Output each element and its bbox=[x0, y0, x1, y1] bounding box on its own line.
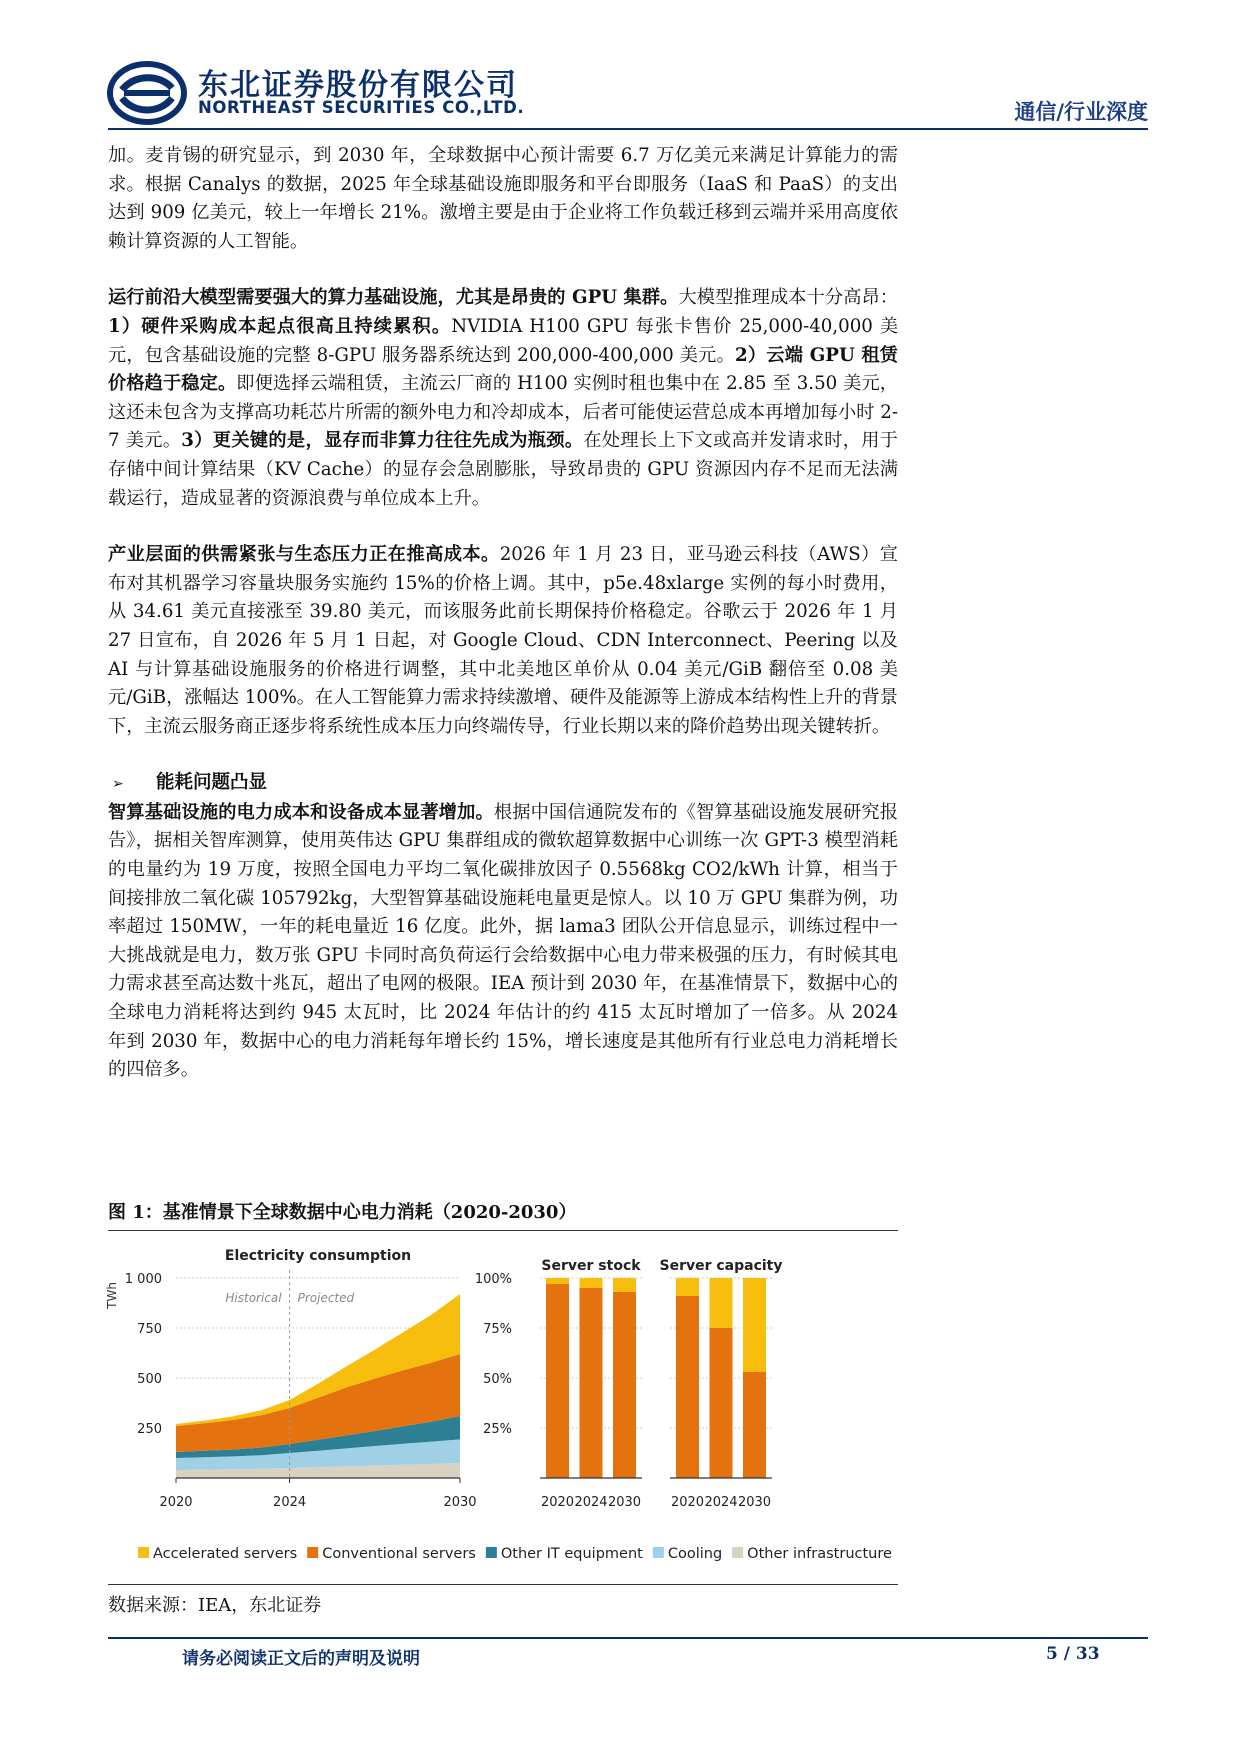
server-stock-x-tick-label: 2030 bbox=[607, 1495, 642, 1510]
bar-y-tick-label: 25% bbox=[483, 1422, 512, 1437]
legend-swatch-other-infrastructure bbox=[732, 1547, 743, 1558]
area-x-tick-label: 2030 bbox=[443, 1495, 477, 1510]
main-content bbox=[108, 142, 898, 1085]
legend-swatch-other-it-equipment bbox=[486, 1547, 497, 1558]
paragraph-2-text-a: 大模型推理成本十分高昂： bbox=[678, 287, 898, 309]
server-stock-bar-conventional-servers-2024 bbox=[580, 1288, 603, 1478]
server-stock-bar-accelerated-servers-2020 bbox=[546, 1278, 569, 1284]
page-header bbox=[108, 56, 1148, 126]
bar-y-tick-label: 100% bbox=[474, 1272, 512, 1287]
company-name-en: NORTHEAST SECURITIES CO.,LTD. bbox=[198, 98, 525, 117]
server-stock-bar-conventional-servers-2020 bbox=[546, 1284, 569, 1478]
paragraph-2-text-g: 在处理长上下文或高并发请求时，用于存储中间计算结果（KV Cache）的显存会急剧膨胀，导致昂贵的 GPU 资源因内存不足而无法满载运行，造成显著的资源浪费与单位成本上升。 bbox=[108, 430, 898, 509]
page-number: 5 / 33 bbox=[1046, 1644, 1100, 1664]
header-divider bbox=[108, 128, 1148, 130]
server-capacity-bar-accelerated-servers-2020 bbox=[676, 1278, 699, 1296]
figure-title: 图 1：基准情景下全球数据中心电力消耗（2020-2030） bbox=[108, 1200, 898, 1231]
figure-chart bbox=[105, 1238, 898, 1580]
figure-source: 数据来源：IEA，东北证券 bbox=[108, 1584, 898, 1619]
server-capacity-bar-conventional-servers-2020 bbox=[676, 1296, 699, 1478]
annotation-projected: Projected bbox=[297, 1291, 355, 1305]
area-y-tick-label: 1 000 bbox=[124, 1272, 162, 1287]
legend-label-cooling: Cooling bbox=[667, 1546, 723, 1562]
section-heading-text: 能耗问题凸显 bbox=[156, 772, 268, 794]
legend-label-conventional-servers: Conventional servers bbox=[322, 1546, 476, 1562]
paragraph-3-lead: 产业层面的供需紧张与生态压力正在推高成本。 bbox=[108, 544, 500, 566]
legend-swatch-cooling bbox=[653, 1547, 664, 1558]
area-y-tick-label: 500 bbox=[137, 1372, 162, 1387]
server-capacity-bar-conventional-servers-2030 bbox=[743, 1372, 766, 1478]
server-stock-x-tick-label: 2024 bbox=[574, 1495, 608, 1510]
annotation-historical: Historical bbox=[225, 1291, 282, 1305]
legend-swatch-conventional-servers bbox=[307, 1547, 318, 1558]
server-capacity-title: Server capacity bbox=[659, 1258, 783, 1274]
area-x-tick-label: 2024 bbox=[273, 1495, 307, 1510]
area-chart-title: Electricity consumption bbox=[224, 1248, 412, 1264]
server-capacity-bar-accelerated-servers-2024 bbox=[710, 1278, 733, 1328]
server-capacity-x-tick-label: 2020 bbox=[670, 1495, 705, 1510]
arrow-bullet-icon: ➢ bbox=[112, 776, 124, 793]
server-capacity-x-tick-label: 2030 bbox=[737, 1495, 772, 1510]
paragraph-3-body: 2026 年 1 月 23 日，亚马逊云科技（AWS）宣布对其机器学习容量块服务实施约 15%的价格上调。其中，p5e.48xlarge 实例的每小时费用，从 34.61 美元直接涨至 39.80 美元，而该服务此前长期保持价格稳定。谷歌云于 2026 年 1 月 27 日宣布，自 2026 年 5 月 1 日起，对 Google Cloud、CDN Interconnect、Peering 以及 AI 与计算基础设施服务的价格进行调整，其中北美地区单价从 0.04 美元/GiB 翻倍至 0.08 美元/GiB，涨幅达 100%。在人工智能算力需求持续激增、硬件及能源等上游成本结构性上升的背景下，主流云服务商正逐步将系统性成本压力向终端传导，行业长期以来的降价趋势出现关键转折。 bbox=[108, 544, 898, 737]
server-stock-bar-accelerated-servers-2024 bbox=[580, 1278, 603, 1288]
area-y-tick-label: 250 bbox=[137, 1422, 162, 1437]
server-stock-bar-accelerated-servers-2030 bbox=[613, 1278, 636, 1292]
paragraph-1: 加。麦肯锡的研究显示，到 2030 年，全球数据中心预计需要 6.7 万亿美元来满足计算能力的需求。根据 Canalys 的数据，2025 年全球基础设施即服务和平台即服务（IaaS 和 PaaS）的支出达到 909 亿美元，较上一年增长 21%。激增主要是由于企业将工作负载迁移到云端并采用高度依赖计算资源的人工智能。 bbox=[108, 145, 898, 252]
server-capacity-bar-conventional-servers-2024 bbox=[710, 1328, 733, 1478]
paragraph-3 bbox=[108, 541, 898, 741]
paragraph-2-text-c: NVIDIA H100 GPU 每张卡售价 25,000-40,000 美元，包含基础设施的完整 8-GPU 服务器系统达到 200,000-400,000 美元。 bbox=[108, 315, 899, 366]
server-stock-x-tick-label: 2020 bbox=[540, 1495, 575, 1510]
legend-label-other-infrastructure: Other infrastructure bbox=[747, 1546, 892, 1562]
legend-swatch-accelerated-servers bbox=[138, 1547, 149, 1558]
server-stock-title: Server stock bbox=[541, 1258, 641, 1274]
area-x-tick-label: 2020 bbox=[159, 1495, 193, 1510]
company-logo-icon bbox=[108, 62, 186, 124]
footer-disclaimer: 请务必阅读正文后的声明及说明 bbox=[182, 1649, 420, 1669]
paragraph-2-point-1: 1）硬件采购成本起点很高且持续累积。 bbox=[108, 315, 452, 337]
server-capacity-bar-accelerated-servers-2030 bbox=[743, 1278, 766, 1372]
legend-label-other-it-equipment: Other IT equipment bbox=[500, 1546, 643, 1562]
paragraph-2 bbox=[108, 284, 898, 513]
paragraph-4-lead: 智算基础设施的电力成本和设备成本显著增加。 bbox=[108, 801, 494, 823]
company-name-cn: 东北证券股份有限公司 bbox=[198, 68, 518, 103]
server-stock-bar-conventional-servers-2030 bbox=[613, 1292, 636, 1478]
paragraph-2-lead: 运行前沿大模型需要强大的算力基础设施，尤其是昂贵的 GPU 集群。 bbox=[108, 287, 679, 309]
section-heading bbox=[108, 769, 898, 799]
paragraph-4 bbox=[108, 799, 898, 1085]
legend-label-accelerated-servers: Accelerated servers bbox=[153, 1546, 298, 1562]
bar-y-tick-label: 50% bbox=[483, 1372, 512, 1387]
paragraph-2-text-e: 即便选择云端租赁，主流云厂商的 H100 实例时租也集中在 2.85 至 3.50 美元，这还未包含为支撑高功耗芯片所需的额外电力和冷却成本，后者可能使运营总成本再增加每小时 2-7 美元。 bbox=[108, 373, 898, 452]
area-y-axis-label: TWh bbox=[105, 1282, 119, 1309]
paragraph-4-body: 根据中国信通院发布的《智算基础设施发展研究报告》，据相关智库测算，使用英伟达 GPU 集群组成的微软超算数据中心训练一次 GPT-3 模型消耗的电量约为 19 万度，按照全国电力平均二氧化碳排放因子 0.5568kg CO2/kWh 计算，相当于间接排放二氧化碳 105792kg，大型智算基础设施耗电量更是惊人。以 10 万 GPU 集群为例，功率超过 150MW，一年的耗电量近 16 亿度。此外，据 lama3 团队公开信息显示，训练过程中一大挑战就是电力，数万张 GPU 卡同时高负荷运行会给数据中心电力带来极强的压力，有时候其电力需求甚至高达数十兆瓦，超出了电网的极限。IEA 预计到 2030 年，在基准情景下，数据中心的全球电力消耗将达到约 945 太瓦时，比 2024 年估计的约 415 太瓦时增加了一倍多。从 2024 年到 2030 年，数据中心的电力消耗每年增长约 15%，增长速度是其他所有行业总电力消耗增长的四倍多。 bbox=[108, 801, 898, 1081]
bar-y-tick-label: 75% bbox=[483, 1322, 512, 1337]
paragraph-2-point-3: 3）更关键的是，显存而非算力往往先成为瓶颈。 bbox=[181, 430, 584, 452]
server-capacity-x-tick-label: 2024 bbox=[704, 1495, 738, 1510]
area-y-tick-label: 750 bbox=[137, 1322, 162, 1337]
report-category: 通信/行业深度 bbox=[1014, 100, 1148, 124]
footer-divider bbox=[108, 1637, 1148, 1639]
paragraph-2-point-2: 2）云端 GPU 租赁价格趋于稳定。 bbox=[108, 344, 898, 395]
